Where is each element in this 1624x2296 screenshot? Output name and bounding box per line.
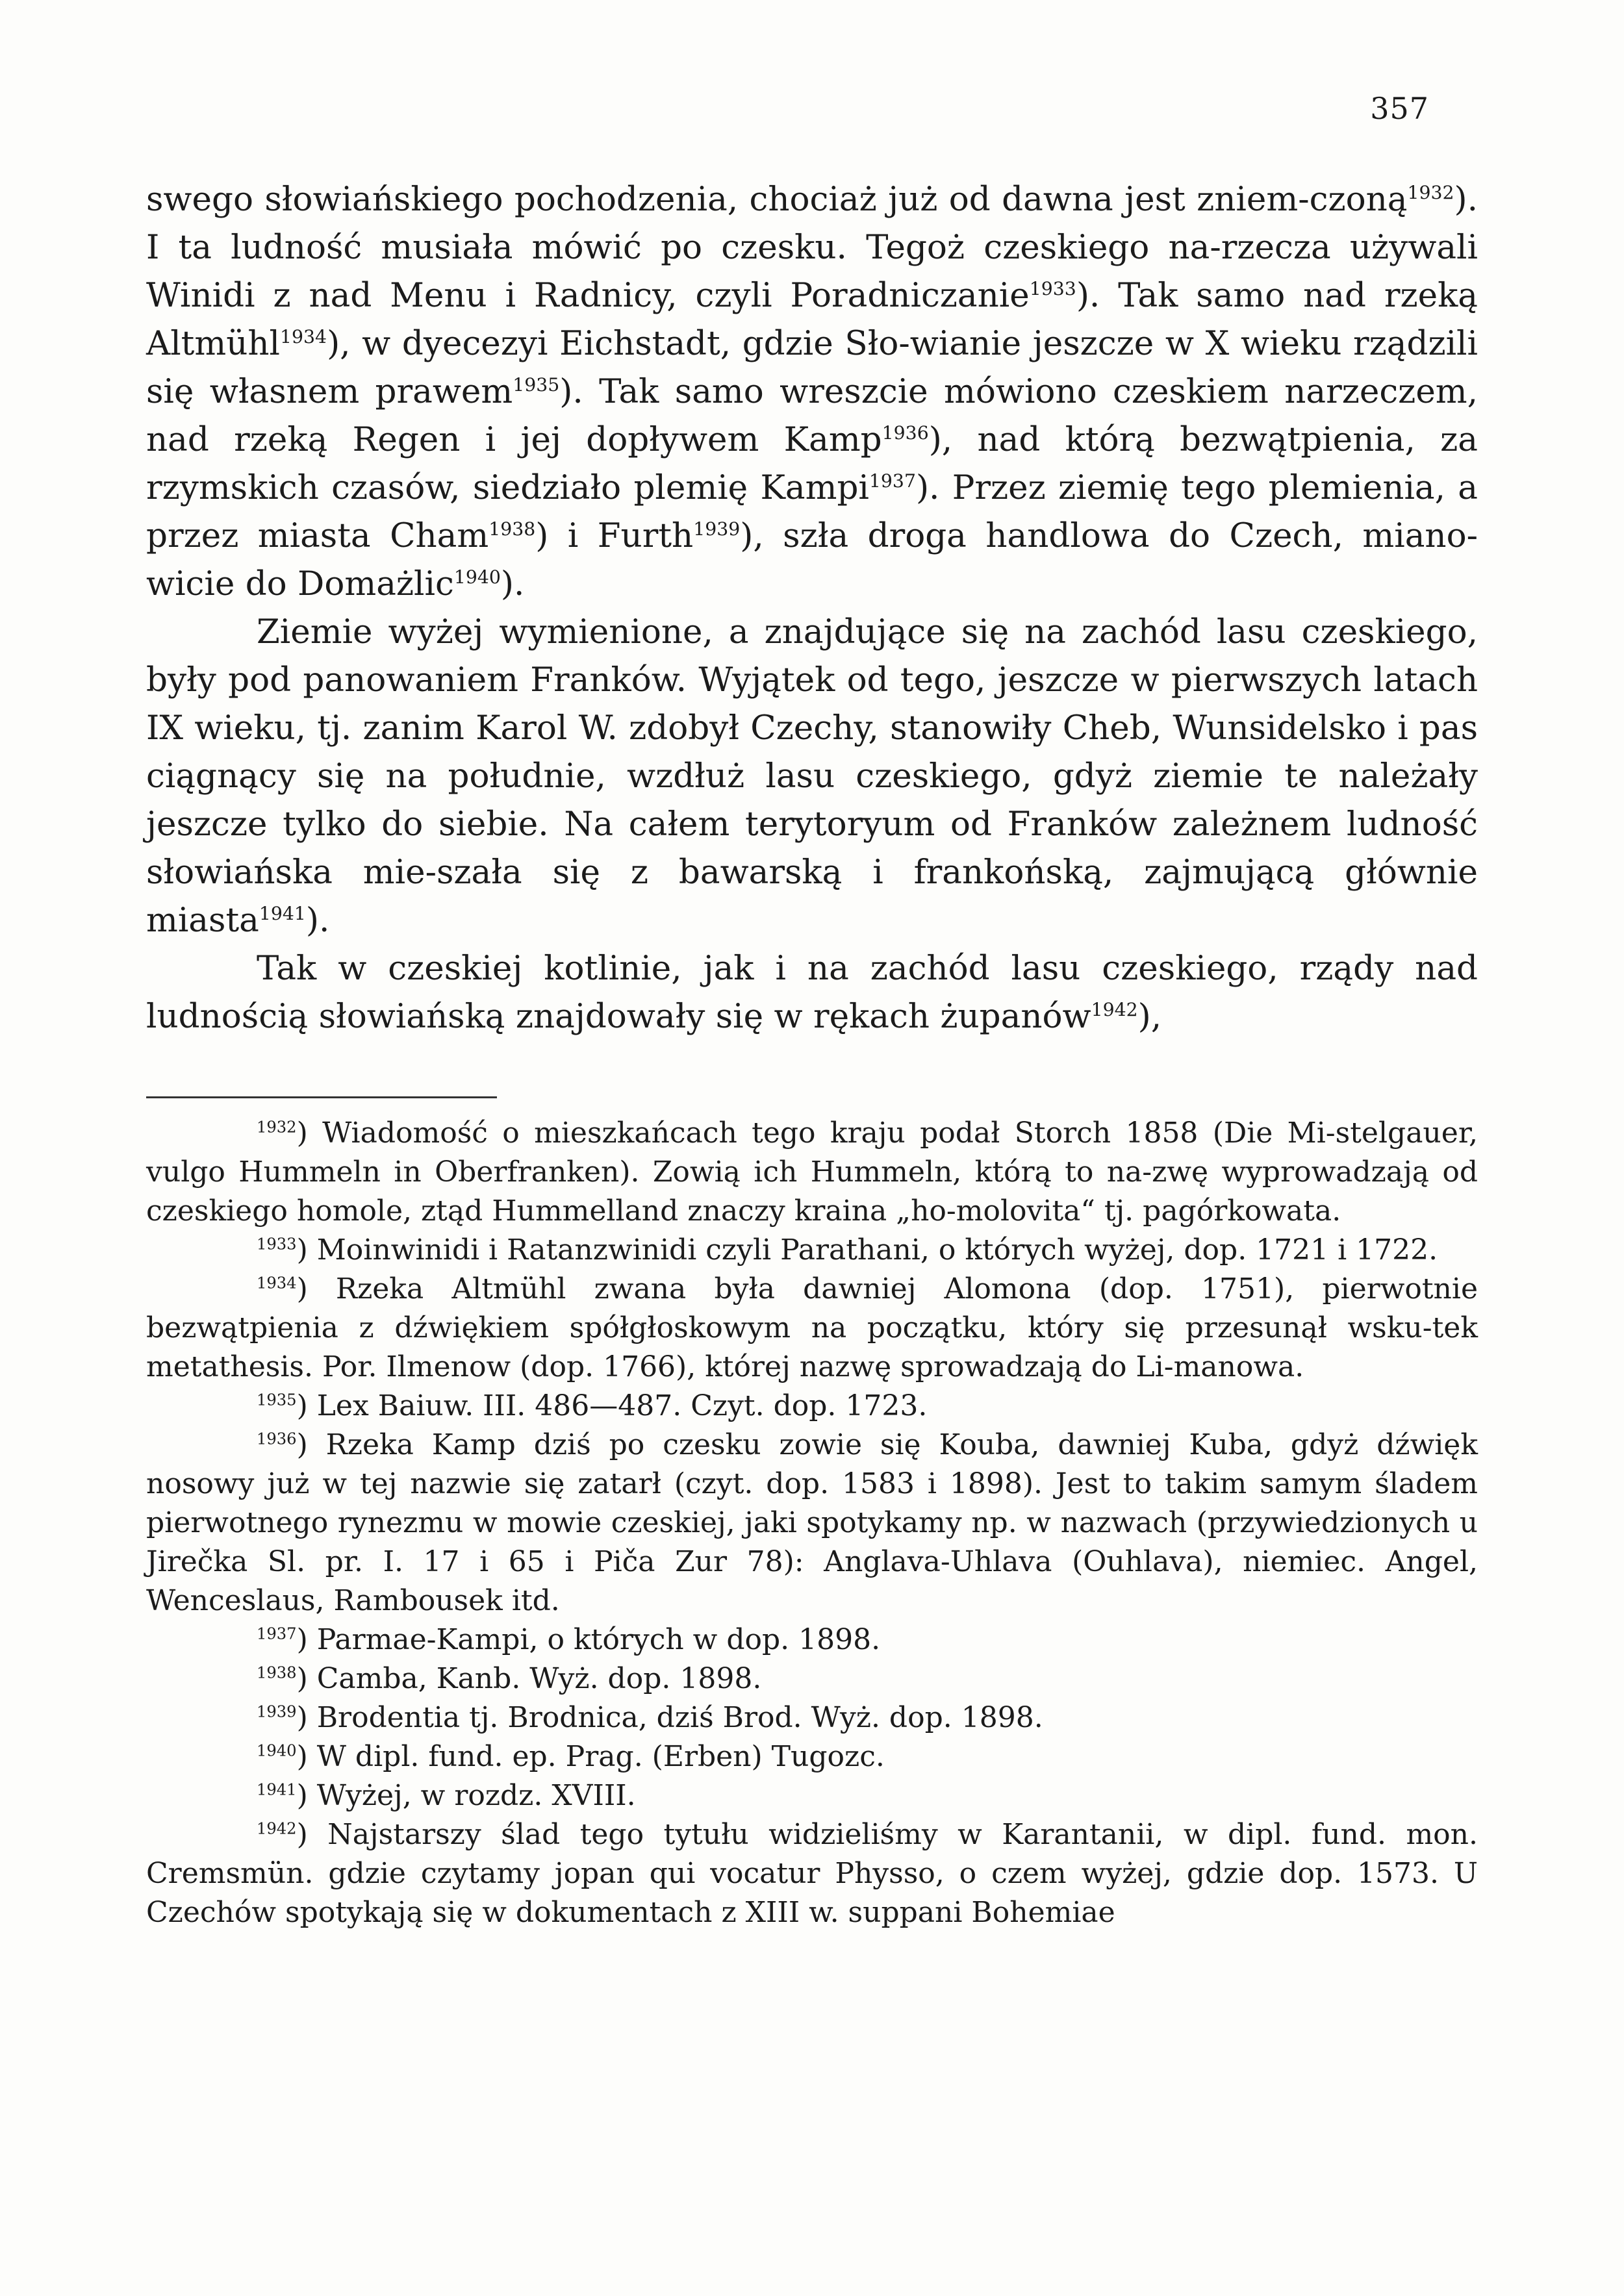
footnote-divider — [146, 1096, 497, 1098]
footnote-text: ) Wyżej, w rozdz. XVIII. — [296, 1779, 636, 1812]
paragraph-text: ). Przez ziemię tego plemienia, a przez miasta Cham — [146, 468, 1478, 555]
paragraph-text: ), w dyecezyi Eichstadt, gdzie Sło-wianie jeszcze w X wieku rządzili się własnem prawem — [146, 324, 1478, 411]
paragraph-text: ). I ta ludność musiała mówić po czesku. Tegoż czeskiego na-rzecza używali Winidi z nad Menu i Radnicy, czyli Poradniczanie — [146, 180, 1478, 315]
footnote-text: ) Parmae-Kampi, o których w dop. 1898. — [296, 1623, 881, 1656]
paragraph-text: ). — [305, 901, 330, 940]
footnote-reference[interactable]: 1934 — [280, 325, 327, 347]
footnote-number: 1933 — [257, 1235, 297, 1254]
footnote — [146, 1114, 1478, 1231]
main-text — [146, 175, 1478, 1041]
paragraph-text: ), nad którą bezwątpienia, za rzymskich czasów, siedziało plemię Kampi — [146, 420, 1478, 507]
footnote-number: 1932 — [257, 1118, 297, 1137]
footnote — [146, 1737, 1478, 1776]
paragraph-text: ). — [500, 564, 525, 603]
paragraph-text: ). Tak samo wreszcie mówiono czeskiem narzeczem, nad rzeką Regen i jej dopływem Kamp — [146, 372, 1478, 459]
footnote-reference[interactable]: 1932 — [1407, 181, 1454, 203]
footnote-text: ) Rzeka Altmühl zwana była dawniej Alomona (dop. 1751), pierwotnie bezwątpienia z dźwiękiem spółgłoskowym na początku, który się przesunął wsku-tek metathesis. Por. Ilmenow (dop. 1766), której nazwę sprowadzają do Li-manowa. — [146, 1272, 1478, 1383]
footnote-text: ) Camba, Kanb. Wyż. dop. 1898. — [296, 1662, 762, 1695]
body-paragraph — [146, 944, 1478, 1041]
footnote-reference[interactable]: 1941 — [259, 902, 306, 924]
footnote — [146, 1231, 1478, 1270]
footnote-text: ) Najstarszy ślad tego tytułu widzieliśmy w Karantanii, w dipl. fund. mon. Cremsmün. gdzie czytamy jopan qui vocatur Physso, o czem wyżej, gdzie dop. 1573. U Czechów spotykają się w dokumentach z XIII w. suppani Bohemiae — [146, 1818, 1478, 1929]
footnote-reference[interactable]: 1942 — [1091, 998, 1138, 1020]
footnote-reference[interactable]: 1933 — [1029, 277, 1076, 299]
footnote — [146, 1815, 1478, 1932]
paragraph-text: swego słowiańskiego pochodzenia, chociaż już od dawna jest zniem-czoną — [146, 180, 1408, 219]
body-paragraph — [146, 608, 1478, 944]
footnote-reference[interactable]: 1939 — [693, 518, 741, 540]
footnote-text: ) Lex Baiuw. III. 486—487. Czyt. dop. 1723. — [296, 1389, 928, 1422]
paragraph-text: ), — [1137, 997, 1162, 1036]
footnote — [146, 1387, 1478, 1426]
footnote-reference[interactable]: 1938 — [488, 518, 536, 540]
footnote-text: ) Rzeka Kamp dziś po czesku zowie się Kouba, dawniej Kuba, gdyż dźwięk nosowy już w tej nazwie się zatarł (czyt. dop. 1583 i 1898). Jest to takim samym śladem pierwotnego rynezmu w mowie czeskiej, jaki spotykamy np. w nazwach (przywiedzionych u Jirečka Sl. pr. I. 17 i 65 i Piča Zur 78): Anglava-Uhlava (Ouhlava), niemiec. Angel, Wenceslaus, Rambousek itd. — [146, 1428, 1478, 1617]
footnote-reference[interactable]: 1937 — [869, 470, 916, 492]
body-paragraph — [146, 175, 1478, 608]
paragraph-text: Tak w czeskiej kotlinie, jak i na zachód lasu czeskiego, rządy nad ludnością słowiańską znajdowały się w rękach żupanów — [146, 949, 1478, 1036]
footnote-number: 1937 — [257, 1624, 297, 1643]
footnote-text: ) W dipl. fund. ep. Prag. (Erben) Tugozc. — [296, 1740, 885, 1773]
footnote-number: 1941 — [257, 1780, 297, 1799]
footnote-reference[interactable]: 1935 — [513, 373, 560, 396]
paragraph-text: Ziemie wyżej wymienione, a znajdujące się na zachód lasu czeskiego, były pod panowaniem Franków. Wyjątek od tego, jeszcze w pierwszych latach IX wieku, tj. zanim Karol W. zdobył Czechy, stanowiły Cheb, Wunsidelsko i pas ciągnący się na południe, wzdłuż lasu czeskiego, gdyż ziemie te należały jeszcze tylko do siebie. Na całem terytoryum od Franków zależnem ludność słowiańska mie-szała się z bawarską i frankońską, zajmującą głównie miasta — [146, 612, 1478, 940]
footnote-number: 1936 — [257, 1430, 297, 1448]
paragraph-text: ), szła droga handlowa do Czech, miano-wicie do Domażlic — [146, 516, 1478, 603]
footnote-text: ) Moinwinidi i Ratanzwinidi czyli Parathani, o których wyżej, dop. 1721 i 1722. — [296, 1233, 1438, 1267]
paragraph-text: ) i Furth — [535, 516, 694, 555]
footnote-text: ) Brodentia tj. Brodnica, dziś Brod. Wyż. dop. 1898. — [296, 1701, 1043, 1734]
footnote — [146, 1426, 1478, 1621]
footnote-text: ) Wiadomość o mieszkańcach tego kraju podał Storch 1858 (Die Mi-stelgauer, vulgo Hummeln in Oberfranken). Zowią ich Hummeln, którą to na-zwę wyprowadzają od czeskiego homole, ztąd Hummelland znaczy kraina „ho-molovita“ tj. pagórkowata. — [146, 1116, 1478, 1228]
footnotes — [146, 1114, 1478, 1932]
footnote-number: 1934 — [257, 1274, 297, 1293]
footnote-number: 1935 — [257, 1391, 297, 1409]
footnote — [146, 1659, 1478, 1698]
footnote — [146, 1621, 1478, 1659]
footnote-number: 1939 — [257, 1702, 297, 1721]
paragraph-text: ). Tak samo nad rzeką Altmühl — [146, 276, 1478, 363]
footnote-number: 1942 — [257, 1819, 297, 1838]
footnote-reference[interactable]: 1940 — [453, 566, 501, 588]
footnote — [146, 1776, 1478, 1815]
footnote-reference[interactable]: 1936 — [882, 422, 929, 444]
page-number: 357 — [1370, 91, 1429, 126]
footnote-number: 1940 — [257, 1741, 297, 1760]
footnote-number: 1938 — [257, 1663, 297, 1682]
footnote — [146, 1698, 1478, 1737]
footnote — [146, 1270, 1478, 1387]
